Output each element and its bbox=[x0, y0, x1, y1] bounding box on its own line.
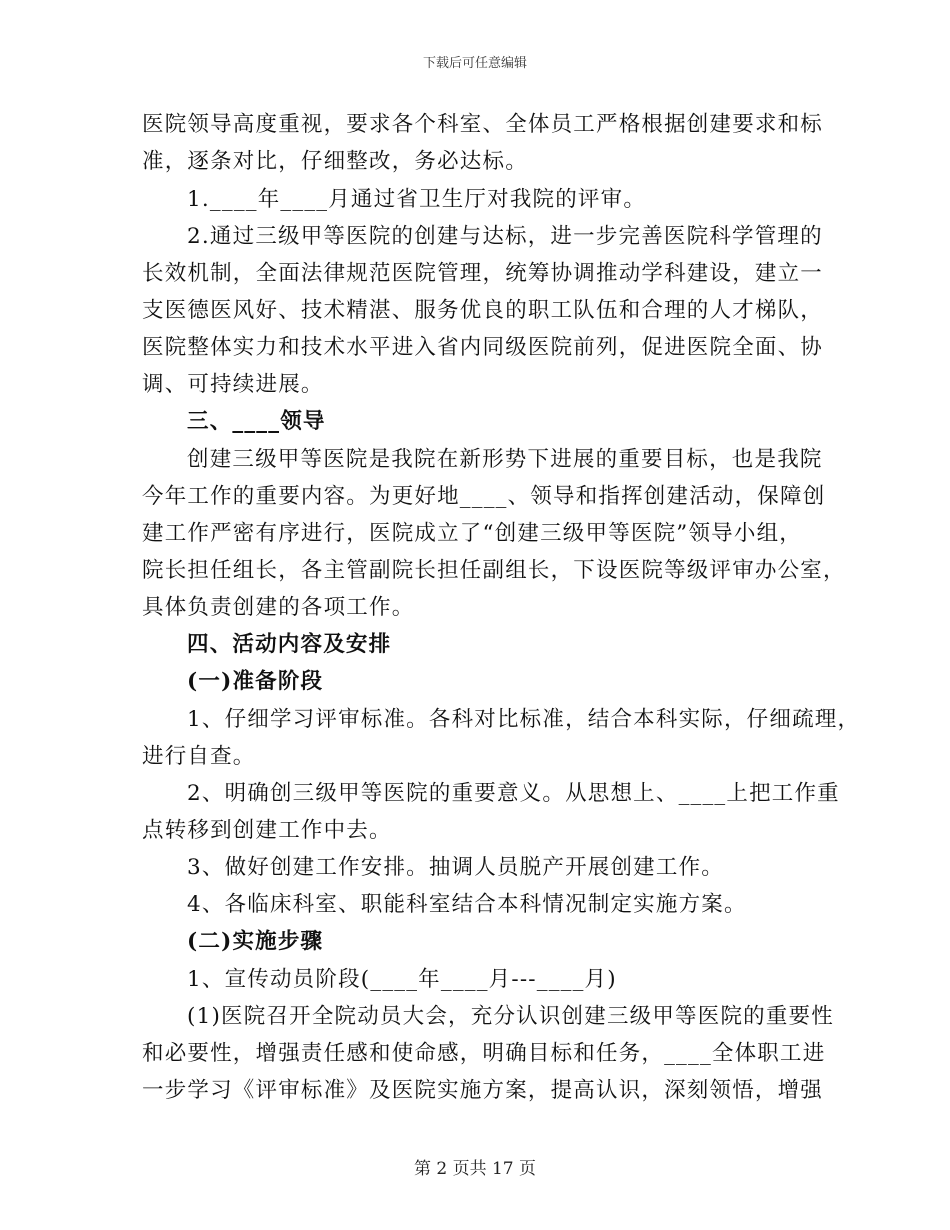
subsection-heading: (二)实施步骤 bbox=[187, 929, 324, 954]
text-line: 医院整体实力和技术水平进入省内同级医院前列，促进医院全面、协 bbox=[142, 335, 824, 360]
text-line: 具体负责创建的各项工作。 bbox=[142, 595, 415, 620]
text-line: 长效机制，全面法律规范医院管理，统筹协调推动学科建设，建立一 bbox=[142, 261, 824, 286]
text-line: (1)医院召开全院动员大会，充分认识创建三级甲等医院的重要性 bbox=[187, 1004, 834, 1029]
text-line: 4、各临床科室、职能科室结合本科情况制定实施方案。 bbox=[187, 892, 747, 917]
text-line: 2.通过三级甲等医院的创建与达标，进一步完善医院科学管理的 bbox=[187, 224, 823, 249]
section-heading: 四、活动内容及安排 bbox=[187, 632, 392, 657]
text-line: 院长担任组长，各主管副院长担任副组长，下设医院等级评审办公室， bbox=[142, 558, 846, 583]
text-line: 进行自查。 bbox=[142, 744, 256, 769]
page-header: 下载后可任意编辑 bbox=[422, 56, 527, 71]
text-line: 医院领导高度重视，要求各个科室、全体员工严格根据创建要求和标 bbox=[142, 112, 824, 137]
text-line: 2、明确创三级甲等医院的重要意义。从思想上、____上把工作重 bbox=[187, 781, 840, 806]
text-line: 和必要性，增强责任感和使命感，明确目标和任务，____全体职工进 bbox=[142, 1041, 826, 1066]
page-footer: 第 2 页共 17 页 bbox=[413, 1159, 537, 1179]
text-line: 点转移到创建工作中去。 bbox=[142, 818, 392, 843]
text-line: 建工作严密有序进行，医院成立了“创建三级甲等医院”领导小组， bbox=[142, 521, 802, 546]
text-line: 调、可持续进展。 bbox=[142, 372, 324, 397]
text-line: 1.____年____月通过省卫生厅对我院的评审。 bbox=[187, 187, 647, 212]
text-line: 准，逐条对比，仔细整改，务必达标。 bbox=[142, 149, 528, 174]
text-line: 3、做好创建工作安排。抽调人员脱产开展创建工作。 bbox=[187, 855, 724, 880]
text-line: 一步学习《评审标准》及医院实施方案，提高认识，深刻领悟，增强 bbox=[142, 1078, 824, 1103]
subsection-heading: (一)准备阶段 bbox=[187, 669, 324, 694]
text-line: 1、宣传动员阶段(____年____月---____月) bbox=[187, 967, 617, 992]
text-line: 支医德医风好、技术精湛、服务优良的职工队伍和合理的人才梯队， bbox=[142, 298, 824, 323]
text-line: 创建三级甲等医院是我院在新形势下进展的重要目标，也是我院 bbox=[187, 447, 823, 472]
section-heading: 三、____领导 bbox=[187, 409, 326, 434]
text-line: 今年工作的重要内容。为更好地____、领导和指挥创建活动，保障创 bbox=[142, 484, 826, 509]
text-line: 1、仔细学习评审标准。各科对比标准，结合本科实际，仔细疏理， bbox=[187, 707, 861, 732]
